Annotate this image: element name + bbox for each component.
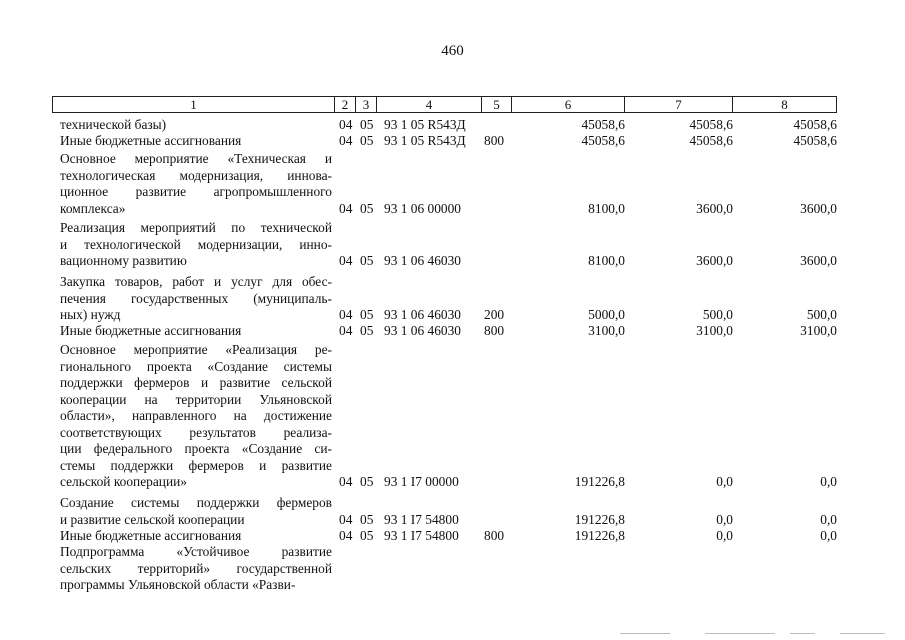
cell-c4: 93 1 05 R543Д: [384, 117, 466, 132]
description-line: кооперации на территории Ульяновской: [60, 391, 332, 407]
cell-c3: 05: [360, 511, 374, 527]
description-line: гионального проекта «Создание системы: [60, 358, 332, 374]
description-line: Иные бюджетные ассигнования: [60, 528, 242, 543]
cell-c4: 93 1 I7 54800: [384, 511, 459, 527]
cell-c3: 05: [360, 474, 374, 489]
page-number: 460: [441, 43, 464, 59]
cell-c6: 191226,8: [574, 528, 625, 543]
description-line: ционное развитие агропромышленного: [60, 184, 332, 199]
cell-c2: 04: [339, 253, 353, 268]
cell-c8: 3100,0: [800, 323, 837, 338]
row-description: [60, 117, 332, 134]
cell-c7: 3600,0: [696, 200, 733, 216]
row-description: [60, 323, 332, 340]
cell-c7: 3600,0: [696, 253, 733, 268]
cell-c7: 500,0: [702, 307, 733, 322]
cell-c6: 8100,0: [588, 200, 625, 216]
cell-c2: 04: [339, 323, 353, 338]
description-line: соответствующих результатов реализа-: [60, 424, 332, 440]
cell-c4: 93 1 06 00000: [384, 200, 461, 216]
cell-c3: 05: [360, 253, 374, 268]
description-line: вационному развитию: [60, 253, 187, 268]
cell-c3: 05: [360, 117, 374, 132]
cell-c8: 0,0: [820, 474, 837, 489]
row-description: [60, 528, 332, 545]
description-line: Иные бюджетные ассигнования: [60, 133, 242, 148]
scan-line: [705, 633, 775, 634]
description-line: сельской кооперации»: [60, 474, 187, 489]
cell-c6: 45058,6: [581, 117, 625, 132]
cell-c4: 93 1 06 46030: [384, 323, 461, 338]
scan-line: [790, 633, 815, 634]
cell-c5: 800: [484, 133, 505, 148]
row-description: [60, 544, 332, 594]
description-line: области», направленного на достижение: [60, 408, 332, 423]
cell-c7: 45058,6: [689, 117, 733, 132]
description-line: стемы поддержки фермеров и развитие: [60, 457, 332, 473]
description-line: сельских территорий» государственной: [60, 560, 332, 576]
cell-c8: 3600,0: [800, 200, 837, 216]
description-line: Иные бюджетные ассигнования: [60, 323, 242, 338]
description-line: технической базы): [60, 117, 167, 132]
description-line: поддержки фермеров и развитие сельской: [60, 375, 332, 390]
description-line: и развитие сельской кооперации: [60, 511, 245, 527]
row-description: [60, 151, 332, 217]
row-description: [60, 133, 332, 150]
cell-c8: 45058,6: [793, 117, 837, 132]
header-cell-8: 8: [732, 96, 837, 113]
header-cell-1: 1: [52, 96, 334, 113]
cell-c7: 0,0: [716, 528, 733, 543]
cell-c8: 0,0: [820, 528, 837, 543]
cell-c4: 93 1 06 46030: [384, 307, 461, 322]
description-line: Закупка товаров, работ и услуг для обес-: [60, 274, 332, 289]
description-line: ных) нужд: [60, 307, 121, 322]
cell-c2: 04: [339, 307, 353, 322]
cell-c4: 93 1 I7 00000: [384, 474, 459, 489]
cell-c7: 0,0: [716, 474, 733, 489]
description-line: программы Ульяновской области «Разви-: [60, 577, 296, 592]
description-line: технологическая модернизация, иннова-: [60, 167, 332, 183]
header-cell-4: 4: [376, 96, 481, 113]
cell-c4: 93 1 06 46030: [384, 253, 461, 268]
cell-c7: 45058,6: [689, 133, 733, 148]
cell-c3: 05: [360, 133, 374, 148]
cell-c3: 05: [360, 323, 374, 338]
row-description: [60, 342, 332, 491]
row-description: [60, 274, 332, 324]
cell-c2: 04: [339, 511, 353, 527]
row-description: [60, 495, 332, 528]
cell-c6: 3100,0: [588, 323, 625, 338]
description-line: ции федерального проекта «Создание си-: [60, 441, 332, 456]
cell-c2: 04: [339, 133, 353, 148]
cell-c4: 93 1 I7 54800: [384, 528, 459, 543]
cell-c8: 0,0: [820, 511, 837, 527]
cell-c6: 191226,8: [574, 474, 625, 489]
cell-c5: 800: [484, 323, 505, 338]
description-line: печения государственных (муниципаль-: [60, 290, 332, 306]
cell-c6: 5000,0: [588, 307, 625, 322]
description-line: Создание системы поддержки фермеров: [60, 495, 332, 510]
cell-c2: 04: [339, 528, 353, 543]
description-line: комплекса»: [60, 200, 126, 216]
cell-c3: 05: [360, 528, 374, 543]
header-cell-3: 3: [355, 96, 376, 113]
cell-c3: 05: [360, 307, 374, 322]
cell-c2: 04: [339, 474, 353, 489]
cell-c8: 45058,6: [793, 133, 837, 148]
cell-c7: 3100,0: [696, 323, 733, 338]
cell-c3: 05: [360, 200, 374, 216]
scan-line: [620, 633, 670, 634]
cell-c2: 04: [339, 117, 353, 132]
cell-c7: 0,0: [716, 511, 733, 527]
description-line: Подпрограмма «Устойчивое развитие: [60, 544, 332, 559]
cell-c2: 04: [339, 200, 353, 216]
description-line: Основное мероприятие «Техническая и: [60, 151, 332, 166]
cell-c5: 200: [484, 307, 505, 322]
description-line: Реализация мероприятий по технической: [60, 220, 332, 235]
cell-c6: 8100,0: [588, 253, 625, 268]
description-line: и технологической модернизации, инно-: [60, 236, 332, 252]
header-cell-6: 6: [511, 96, 624, 113]
cell-c6: 191226,8: [574, 511, 625, 527]
cell-c6: 45058,6: [581, 133, 625, 148]
row-description: [60, 220, 332, 270]
header-cell-7: 7: [624, 96, 732, 113]
cell-c4: 93 1 05 R543Д: [384, 133, 466, 148]
cell-c5: 800: [484, 528, 505, 543]
scan-line: [840, 633, 885, 634]
cell-c8: 3600,0: [800, 253, 837, 268]
header-cell-2: 2: [334, 96, 355, 113]
description-line: Основное мероприятие «Реализация ре-: [60, 342, 332, 357]
header-cell-5: 5: [481, 96, 511, 113]
cell-c8: 500,0: [806, 307, 837, 322]
